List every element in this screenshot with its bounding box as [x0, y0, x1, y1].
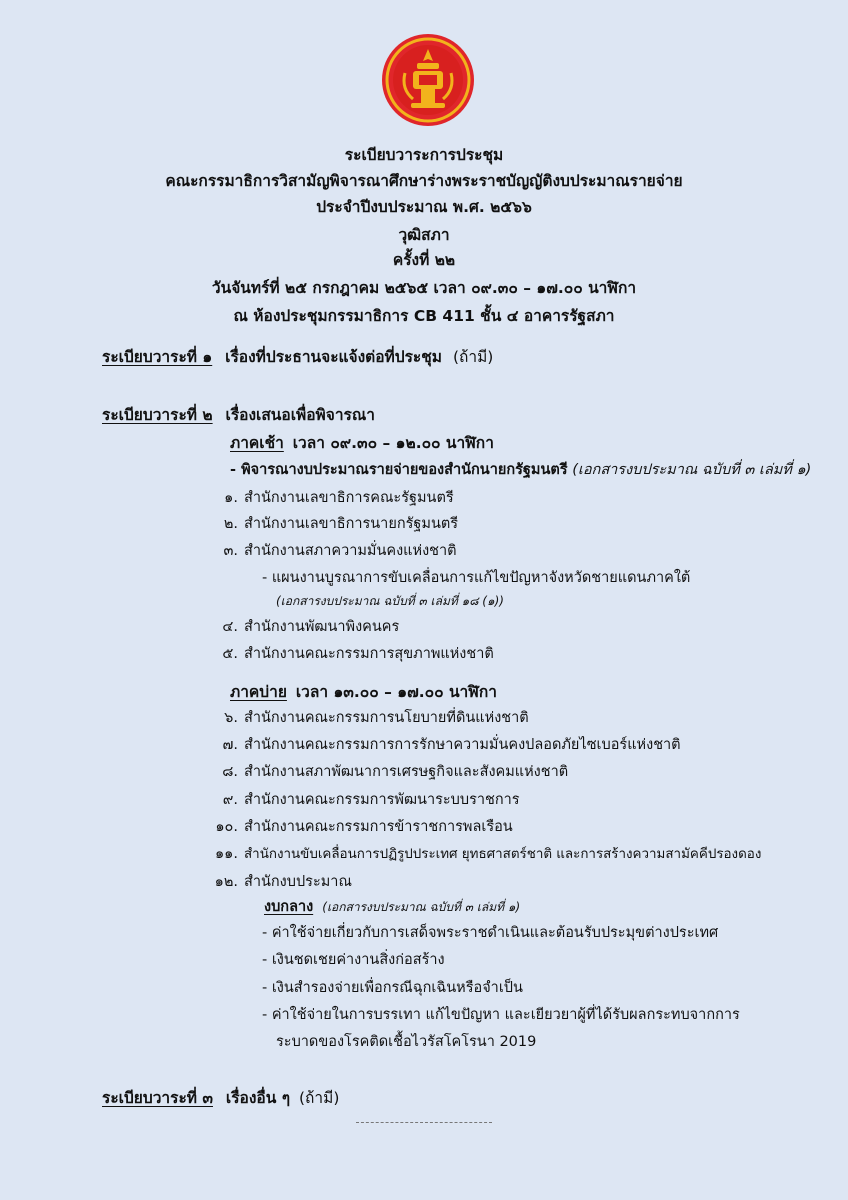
list-item: ๔. สำนักงานพัฒนาพิงคนคร — [222, 619, 400, 635]
list-item: ๑๑. สำนักงานขับเคลื่อนการปฏิรูปประเทศ ยุทธศาสตร์ชาติ และการสร้างความสามัคคีปรองดอง — [214, 846, 762, 862]
central-budget-label: งบกลาง — [264, 899, 314, 915]
list-item: ๕. สำนักงานคณะกรรมการสุขภาพแห่งชาติ — [222, 646, 494, 662]
agenda-1-label: ระเบียบวาระที่ ๑ — [102, 348, 213, 366]
list-item: ๓. สำนักงานสภาความมั่นคงแห่งชาติ — [223, 543, 457, 559]
list-item: ๘. สำนักงานสภาพัฒนาการเศรษฐกิจและสังคมแห่งชาติ — [222, 764, 569, 780]
sub-plan: - แผนงานบูรณาการขับเคลื่อนการแก้ไขปัญหาจังหวัดชายแดนภาคใต้ — [262, 570, 691, 586]
list-item: ๒. สำนักงานเลขาธิการนายกรัฐมนตรี — [223, 516, 459, 532]
header-fiscal-year: ประจำปีงบประมาณ พ.ศ. ๒๕๖๖ — [316, 198, 532, 216]
sub-plan-ref: (เอกสารงบประมาณ ฉบับที่ ๓ เล่มที่ ๑๘ (๑)) — [276, 594, 504, 608]
header-committee: คณะกรรมาธิการวิสามัญพิจารณาศึกษาร่างพระราชบัญญัติงบประมาณรายจ่าย — [165, 172, 683, 190]
list-item: ๑. สำนักงานเลขาธิการคณะรัฐมนตรี — [224, 490, 454, 506]
header-senate: วุฒิสภา — [398, 226, 450, 244]
end-divider — [356, 1122, 492, 1123]
agenda-3 — [102, 1085, 339, 1110]
list-item: ๑๒. สำนักงบประมาณ — [214, 874, 352, 890]
header-date-time: วันจันทร์ที่ ๒๕ กรกฎาคม ๒๕๖๕ เวลา ๐๙.๓๐ – ๑๗.๐๐ นาฬิกา — [211, 279, 637, 297]
afternoon-label: ภาคบ่าย — [230, 683, 287, 701]
agenda-2-label: ระเบียบวาระที่ ๒ — [102, 406, 213, 424]
list-item: ๙. สำนักงานคณะกรรมการพัฒนาระบบราชการ — [222, 792, 520, 808]
agenda-2-title: เรื่องเสนอเพื่อพิจารณา — [225, 406, 375, 424]
agenda-3-label: ระเบียบวาระที่ ๓ — [102, 1089, 213, 1107]
agenda-3-title: เรื่องอื่น ๆ — [225, 1089, 291, 1107]
header-session-number: ครั้งที่ ๒๒ — [392, 251, 456, 269]
morning-topic — [230, 458, 811, 481]
morning-topic-title: - พิจารณางบประมาณรายจ่ายของสำนักนายกรัฐมนตรี — [230, 462, 568, 478]
central-item-continued: ระบาดของโรคติดเชื้อไวรัสโคโรนา 2019 — [276, 1034, 537, 1050]
morning-label: ภาคเช้า — [230, 434, 284, 452]
list-item: ๗. สำนักงานคณะกรรมการการรักษาความมั่นคงปลอดภัยไซเบอร์แห่งชาติ — [222, 737, 681, 753]
central-item: - เงินชดเชยค่างานสิ่งก่อสร้าง — [262, 952, 445, 968]
afternoon-session — [230, 679, 497, 704]
central-item: - เงินสำรองจ่ายเพื่อกรณีฉุกเฉินหรือจำเป็น — [262, 980, 523, 996]
central-item: - ค่าใช้จ่ายในการบรรเทา แก้ไขปัญหา และเยียวยาผู้ที่ได้รับผลกระทบจากการ — [262, 1007, 740, 1023]
header-title: ระเบียบวาระการประชุม — [344, 146, 504, 164]
central-budget-ref: (เอกสารงบประมาณ ฉบับที่ ๓ เล่มที่ ๑) — [322, 900, 521, 914]
central-item: - ค่าใช้จ่ายเกี่ยวกับการเสด็จพระราชดำเนินและต้อนรับประมุขต่างประเทศ — [262, 925, 719, 941]
afternoon-time: เวลา ๑๓.๐๐ – ๑๗.๐๐ นาฬิกา — [295, 683, 497, 701]
agenda-3-note: (ถ้ามี) — [299, 1089, 340, 1107]
header-location: ณ ห้องประชุมกรรมาธิการ CB 411 ชั้น ๔ อาคารรัฐสภา — [233, 307, 615, 325]
agenda-1-note: (ถ้ามี) — [452, 348, 494, 366]
morning-time: เวลา ๐๙.๓๐ – ๑๒.๐๐ นาฬิกา — [292, 434, 494, 452]
agenda-1-title: เรื่องที่ประธานจะแจ้งต่อที่ประชุม — [225, 348, 442, 366]
morning-session — [230, 430, 494, 455]
parliament-emblem-icon — [381, 33, 475, 127]
morning-topic-ref: (เอกสารงบประมาณ ฉบับที่ ๓ เล่มที่ ๑) — [572, 462, 812, 478]
list-item: ๖. สำนักงานคณะกรรมการนโยบายที่ดินแห่งชาติ — [224, 710, 529, 726]
agenda-1 — [102, 344, 493, 369]
central-budget-heading — [264, 895, 520, 918]
list-item: ๑๐. สำนักงานคณะกรรมการข้าราชการพลเรือน — [215, 819, 513, 835]
agenda-2 — [102, 402, 375, 427]
